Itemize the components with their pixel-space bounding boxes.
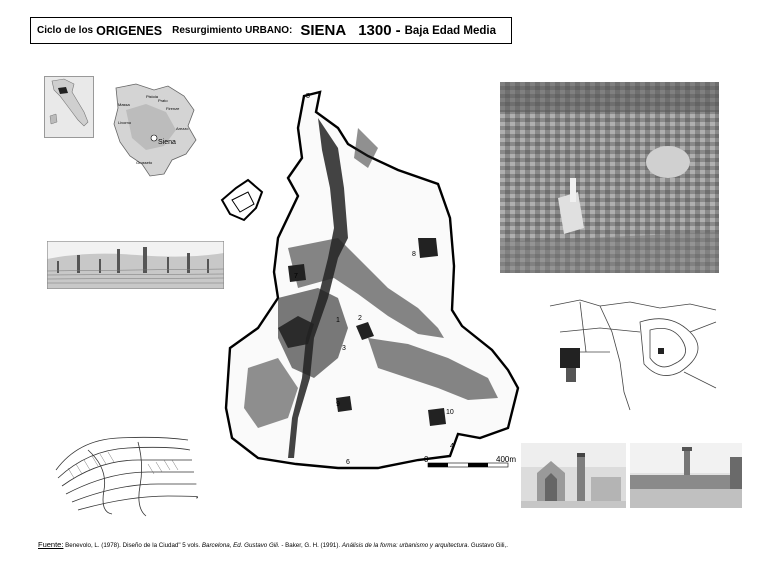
source-citation <box>38 540 508 549</box>
source-ref-italic: Barcelona, Ed. Gustavo Gili. <box>201 542 280 549</box>
plan-number: 8 <box>412 251 416 258</box>
source-label: Fuente: <box>38 540 64 549</box>
title-part: URBANO: <box>245 25 293 36</box>
aerial-photo <box>500 82 719 273</box>
scale-end: 400m <box>496 455 517 464</box>
map-label: Arezzo <box>176 126 189 131</box>
title-part: Ciclo de los <box>37 25 94 36</box>
source-ref-italic: Análisis de la forma: urbanismo y arquitectura <box>341 542 468 549</box>
source-ref: - Baker, G. H. (1991). <box>281 542 341 549</box>
cathedral-photo <box>521 443 626 508</box>
plan-number: 9 <box>336 401 340 408</box>
plan-number: 3 <box>342 345 346 352</box>
plan-number: 2 <box>358 315 362 322</box>
title-part: SIENA <box>300 22 347 39</box>
title-part: ORIGENES <box>96 23 163 38</box>
slide-title <box>30 17 512 44</box>
map-label: Pistoia <box>146 94 159 99</box>
source-ref: Benevolo, L. (1978). Diseño de la Ciudad" 5 vols. <box>65 542 201 549</box>
plan-number: 4 <box>450 443 454 450</box>
title-part: - <box>395 22 401 39</box>
plan-number: 10 <box>446 409 454 416</box>
map-label: Prato <box>158 98 168 103</box>
map-label-siena: Siena <box>158 139 176 146</box>
piazza-photo <box>630 443 742 508</box>
tuscany-map <box>106 80 202 180</box>
plan-number: 6 <box>346 459 350 466</box>
map-label: Livorno <box>118 120 132 125</box>
map-label: Firenze <box>166 106 180 111</box>
panorama-engraving <box>47 241 224 289</box>
title-part: 1300 <box>358 22 392 39</box>
plan-number: 7 <box>294 273 298 280</box>
piazza-line-plan <box>540 292 718 412</box>
plan-number: 1 <box>336 317 340 324</box>
terrain-sketch <box>48 420 198 520</box>
map-label: Grosseto <box>136 160 153 165</box>
map-label: Massa <box>118 102 130 107</box>
italy-locator-map <box>44 76 94 138</box>
plan-number: 5 <box>306 93 310 100</box>
title-part: Resurgimiento <box>172 25 243 36</box>
title-part: Baja Edad Media <box>404 24 496 37</box>
scale-zero: 0 <box>424 455 429 464</box>
source-ref: . Gustavo Gili,. <box>467 542 508 549</box>
siena-city-plan <box>218 88 520 474</box>
